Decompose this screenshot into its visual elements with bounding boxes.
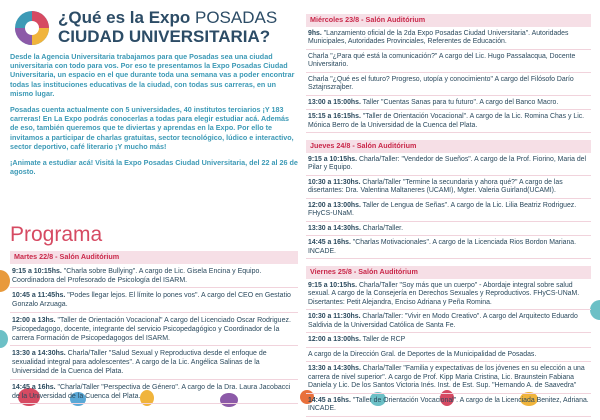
event-text: Charla "¿Para qué está la comunicación?" A cargo del Lic. Hugo Passalacqua, Docente Universitario. bbox=[308, 52, 576, 68]
day-header: Jueves 24/8 - Salón Auditórium bbox=[306, 140, 591, 153]
event-time: 9:15 a 10:15hs. bbox=[12, 267, 62, 275]
event-time: 13:30 a 14:30hs. bbox=[308, 224, 361, 232]
event-time: 14:45 a 16hs. bbox=[308, 239, 351, 246]
event-time: 10:30 a 11:30hs. bbox=[308, 178, 361, 186]
event-time: 14:45 a 16hs. bbox=[308, 396, 351, 404]
title-part: POSADAS bbox=[195, 8, 278, 27]
event-time: 12:00 a 13hs. bbox=[12, 316, 56, 324]
event-time: 14:45 a 16hs. bbox=[12, 383, 56, 391]
event-text: Charla/Taller "Soy más que un cuerpo" - Abordaje integral sobre salud sexual. A cargo de la Consejería en Derechos Sexuales y Reproductivos. FHyCS-UNaM. Disertantes: Petit Alejandra, Enciso Adriana y Peña Romina. bbox=[308, 281, 580, 306]
event-time: 15:15 a 16:15hs. bbox=[308, 113, 361, 120]
event-time: 10:45 a 11:45hs. bbox=[12, 292, 66, 300]
event-text: "Taller de Orientación Vocacional". A cargo de la Licenciada Benitez, Adriana. INCADE. bbox=[308, 396, 589, 412]
schedule-event bbox=[306, 351, 591, 363]
event-text: "Taller de Orientación Vocacional" A cargo del Licenciado Oscar Rodriguez. Psicopedagogo, docente, integrante del servicio Psicopedagógico y Coordinador de la carrera Formación de Psicopedagogos del ISARM. bbox=[12, 316, 291, 342]
page-title bbox=[58, 8, 298, 46]
schedule-event bbox=[10, 292, 298, 313]
expo-logo-icon bbox=[12, 8, 52, 48]
event-text: Charla "¿Qué es el futuro? Progreso, utopía y conocimiento" A cargo del Filósofo Darío Sztajnszrajber. bbox=[308, 75, 574, 91]
event-text: "Charlas Motivacionales". A cargo de la Licenciada Rios Bordon Mariana. INCADE. bbox=[308, 239, 577, 255]
schedule-event bbox=[306, 239, 591, 259]
schedule-event bbox=[10, 350, 298, 379]
event-text: "Charla/Taller "Perspectiva de Género". A cargo de la Dra. Laura Jacobacci de la Universidad de la Cuenca del Plata. bbox=[12, 383, 291, 400]
schedule-event bbox=[10, 384, 298, 405]
schedule-event bbox=[10, 268, 298, 289]
event-text: Charla/Taller "Salud Sexual y Reproductiva desde el enfoque de sexualidad integral para adolescentes". A cargo de la Lic. Angélica Salinas de la Universidad de la Cuenca del Plata. bbox=[12, 350, 267, 375]
event-time: 9:15 a 10:15hs. bbox=[308, 281, 358, 289]
event-time: 13:30 a 14:30hs. bbox=[308, 365, 361, 372]
intro-paragraph: ¡Animate a estudiar acá! Visitá la Expo Posadas Ciudad Universitaria, del 22 al 26 de agosto. bbox=[10, 158, 298, 177]
event-time: 9hs. bbox=[308, 29, 322, 37]
event-text: "Charla sobre Bullying". A cargo de Lic. Gisela Encina y Equipo. Coordinadora del Profesorado de Psicología del ISARM. bbox=[12, 267, 262, 284]
schedule-event bbox=[306, 156, 591, 176]
title-part: CIUDAD UNIVERSITARIA? bbox=[58, 27, 271, 46]
event-text: Taller de RCP bbox=[360, 336, 406, 343]
intro-paragraph: Desde la Agencia Universitaria trabajamos para que Posadas sea una ciudad universitaria con todo para vos. Por eso te presentamos la Expo Posadas Ciudad Universitaria, un espacio en el que durante toda una semana vas a poder encontrar todas las instituciones educativas de la ciudad, con todas sus carreras, en un mismo lugar. bbox=[10, 52, 295, 98]
event-time: 12:00 a 13:00hs. bbox=[308, 201, 361, 209]
event-text: "Lanzamiento oficial de la 2da Expo Posadas Ciudad Universitaria". Autoridades Municipales, Autoridades Provinciales, Referentes de Educación. bbox=[308, 29, 569, 45]
schedule-right-column bbox=[306, 14, 591, 420]
schedule-event bbox=[306, 76, 591, 96]
event-time: 13:00 a 15:00hs. bbox=[308, 98, 361, 106]
day-header: Miércoles 23/8 - Salón Auditórium bbox=[306, 14, 591, 27]
schedule-event bbox=[306, 113, 591, 133]
event-text: Taller de Lengua de Señas". A cargo de la Lic. Lilia Beatriz Rodriguez. FHyCS-UNaM. bbox=[308, 201, 577, 217]
decor-blob bbox=[590, 300, 600, 320]
event-text: "Podes llegar lejos. El límite lo pones vos". A cargo del CEO en Gestatio Gonzalo Arzuaga. bbox=[12, 292, 291, 309]
schedule-event bbox=[306, 282, 591, 311]
schedule-event bbox=[306, 53, 591, 73]
schedule-event bbox=[306, 365, 591, 394]
event-text: Taller "Cuentas Sanas para tu futuro". A cargo del Banco Macro. bbox=[360, 98, 559, 106]
title-part: ¿Qué es la Expo bbox=[58, 8, 195, 27]
schedule-martes bbox=[10, 251, 298, 408]
event-text: Charla/Taller "Termine la secundaria y ahora qué?" A cargo de las disertantes: Dra. Valentina Maltaneres (UCAMI), Mgter. Valeria Guirland(UCAMI). bbox=[308, 178, 563, 194]
schedule-event bbox=[306, 313, 591, 333]
event-time: 12:00 a 13:00hs. bbox=[308, 336, 361, 343]
day-header: Viernes 25/8 - Salón Auditórium bbox=[306, 266, 591, 279]
event-time: 13:30 a 14:30hs. bbox=[12, 350, 66, 358]
event-text: Charla/Taller: "Vivir en Modo Creativo". A cargo del Arquitecto Eduardo Saldivia de la Universidad Católica de Santa Fe. bbox=[308, 313, 578, 329]
schedule-event bbox=[306, 336, 591, 348]
event-text: Charla/Taller "Familia y expectativas de los jóvenes en su elección a una carrera de nivel superior". A cargo de Prof. Kipp Maria Cristina, Lic. Braunstein Fabiana Daniela y Lic. De los Santos Victoria Inés. Inst. de Est. Sup. "Hernando A. de Saavedra" bbox=[308, 365, 585, 389]
intro-text bbox=[10, 52, 298, 183]
event-text: Charla/Taller: "Vendedor de Sueños". A cargo de la Prof. Fiorino, Maria del Pilar y Equipo. bbox=[308, 155, 587, 171]
schedule-event bbox=[306, 99, 591, 111]
event-text: Charla/Taller. bbox=[360, 224, 404, 232]
event-text: "Taller de Orientación Vocacional". A cargo de la Lic. Romina Chas y Lic. Mónica Berro de la Universidad de la Cuenca del Plata. bbox=[308, 113, 585, 129]
event-text: A cargo de la Dirección Gral. de Deportes de la Municipalidad de Posadas. bbox=[308, 350, 537, 358]
schedule-event bbox=[306, 179, 591, 199]
day-header: Martes 22/8 - Salón Auditórium bbox=[10, 251, 298, 264]
schedule-event bbox=[306, 30, 591, 50]
decor-blob bbox=[0, 330, 8, 348]
schedule-event bbox=[306, 225, 591, 237]
intro-paragraph: Posadas cuenta actualmente con 5 universidades, 40 institutos terciarios ¡Y 183 carreras! En La Expo podrás conocerlas a todas para elegir estudiar acá. Además de eso, también queremos que te diviertas y aprendas en la Expo. Por ello te invitamos a participar de charlas gratuitas, sector tecnológico, lúdico e interactivo, sector deportivo, café literario ¡Y mucho más! bbox=[10, 105, 294, 151]
decor-blob bbox=[0, 270, 10, 292]
programa-heading: Programa bbox=[10, 223, 103, 246]
schedule-event bbox=[10, 317, 298, 346]
event-time: 10:30 a 11:30hs. bbox=[308, 313, 361, 320]
event-time: 9:15 a 10:15hs. bbox=[308, 155, 358, 163]
schedule-event bbox=[306, 202, 591, 222]
